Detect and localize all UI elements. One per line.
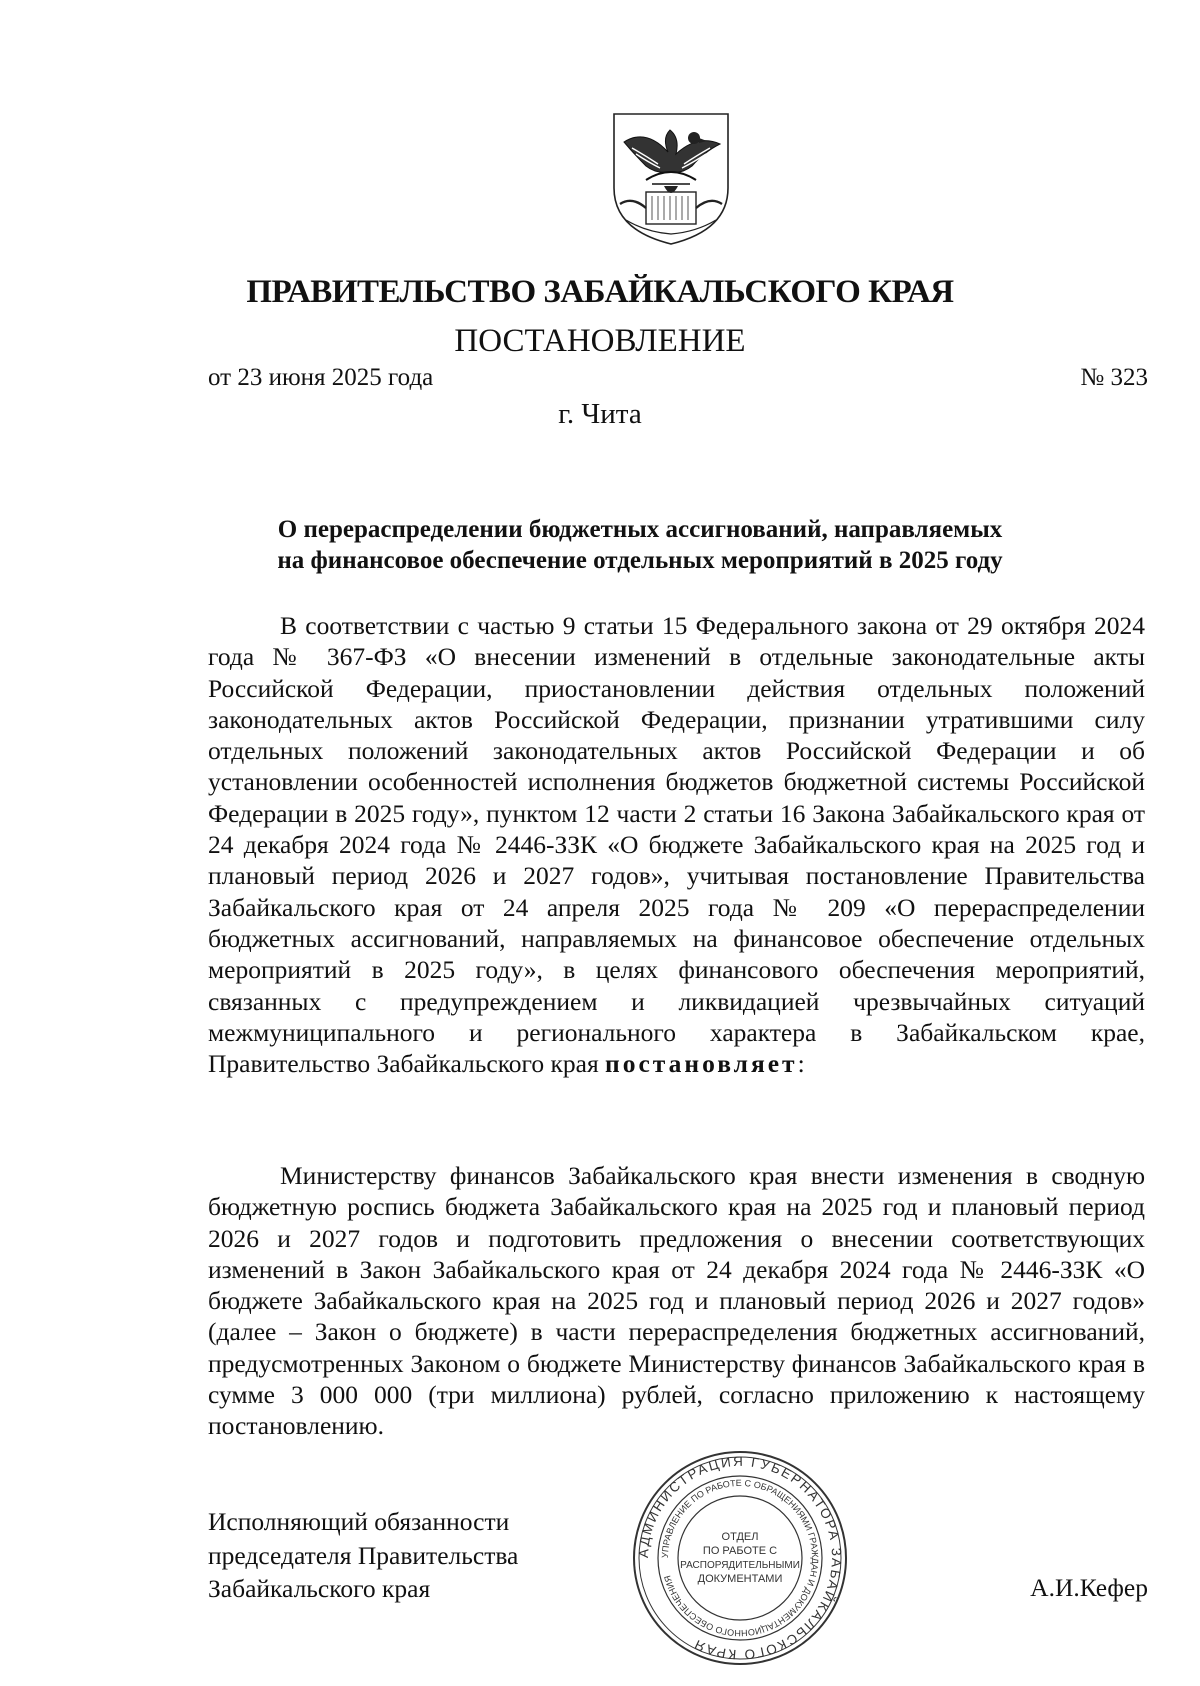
document-date: от 23 июня 2025 года (208, 364, 434, 391)
position-line-2: председателя Правительства (208, 1540, 519, 1570)
document-type: ПОСТАНОВЛЕНИЕ (454, 323, 746, 359)
subject-line-1: О перераспределении бюджетных ассигнований, направляемых (277, 516, 1003, 543)
document-number: № 323 (1080, 364, 1148, 391)
preamble-text: В соответствии с частью 9 статьи 15 Федерального закона от 29 октября 2024 года № 367-ФЗ «О внесении изменений в отдельные законодательные акты Российской Федерации, приостановлении действия отдельных положений законодательных актов Российской Федерации, признании утратившими силу отдельных положений законодательных актов Российской Федерации и об установлении особенностей исполнения бюджетов бюджетной системы Российской Федерации в 2025 году», пунктом 12 части 2 статьи 16 Закона Забайкальского края от 24 декабря 2024 года № 2446-ЗЗК «О бюджете Забайкальского края на 2025 год и плановый период 2026 и 2027 годов», учитывая постановление Правительства Забайкальского края от 24 апреля 2025 года № 209 «О перераспределении бюджетных ассигнований, направляемых на финансовое обеспечение отдельных мероприятий в 2025 году», в целях финансового обеспечения мероприятий, связанных с предупреждением и ликвидацией чрезвычайных ситуаций межмуниципального и регионального характера в Забайкальском крае, Правительство Забайкальского края (208, 611, 1145, 1079)
stamp-center-line-3: РАСПОРЯДИТЕЛЬНЫМИ (680, 1560, 800, 1571)
position-line-1: Исполняющий обязанности (208, 1507, 510, 1536)
document-subject (200, 514, 1080, 576)
signatory-name: А.И.Кефер (1030, 1573, 1148, 1602)
stamp-outer-text: АДМИНИСТРАЦИЯ ГУБЕРНАТОРА ЗАБАЙКАЛЬСКОГО КРАЯ (635, 1453, 845, 1663)
office-stamp (630, 1448, 850, 1668)
position-line-3: Забайкальского края (208, 1574, 431, 1603)
government-title: ПРАВИТЕЛЬСТВО ЗАБАЙКАЛЬСКОГО КРАЯ (246, 274, 954, 310)
preamble-paragraph (208, 610, 1145, 1079)
subject-line-2: на финансовое обеспечение отдельных мероприятий в 2025 году (277, 547, 1003, 574)
stamp-inner-text: УПРАВЛЕНИЕ ПО РАБОТЕ С ОБРАЩЕНИЯМИ ГРАЖДАН И ДОКУМЕНТАЦИОННОГО ОБЕСПЕЧЕНИЯ (659, 1477, 821, 1639)
document-city: г. Чита (558, 398, 642, 430)
signatory-position (208, 1505, 518, 1606)
stamp-center-line-2: ПО РАБОТЕ С (702, 1545, 778, 1557)
operative-paragraph: Министерству финансов Забайкальского края внести изменения в сводную бюджетную роспись бюджета Забайкальского края на 2025 год и плановый период 2026 и 2027 годов и подготовить предложения о внесении соответствующих изменений в Закон Забайкальского края от 24 декабря 2024 года № 2446-ЗЗК «О бюджете Забайкальского края на 2025 год и плановый период 2026 и 2027 годов» (далее – Закон о бюджете) в части перераспределения бюджетных ассигнований, предусмотренных Законом о бюджете Министерству финансов Забайкальского края в сумме 3 000 000 (три миллиона) рублей, согласно приложению к настоящему постановлению. (208, 1161, 1145, 1441)
coat-of-arms-emblem (606, 108, 736, 248)
preamble-end: : (797, 1049, 805, 1079)
stamp-center-line-1: ОТДЕЛ (721, 1531, 759, 1543)
resolves-keyword: постановляет (605, 1049, 798, 1079)
stamp-center-line-4: ДОКУМЕНТАМИ (697, 1573, 783, 1585)
